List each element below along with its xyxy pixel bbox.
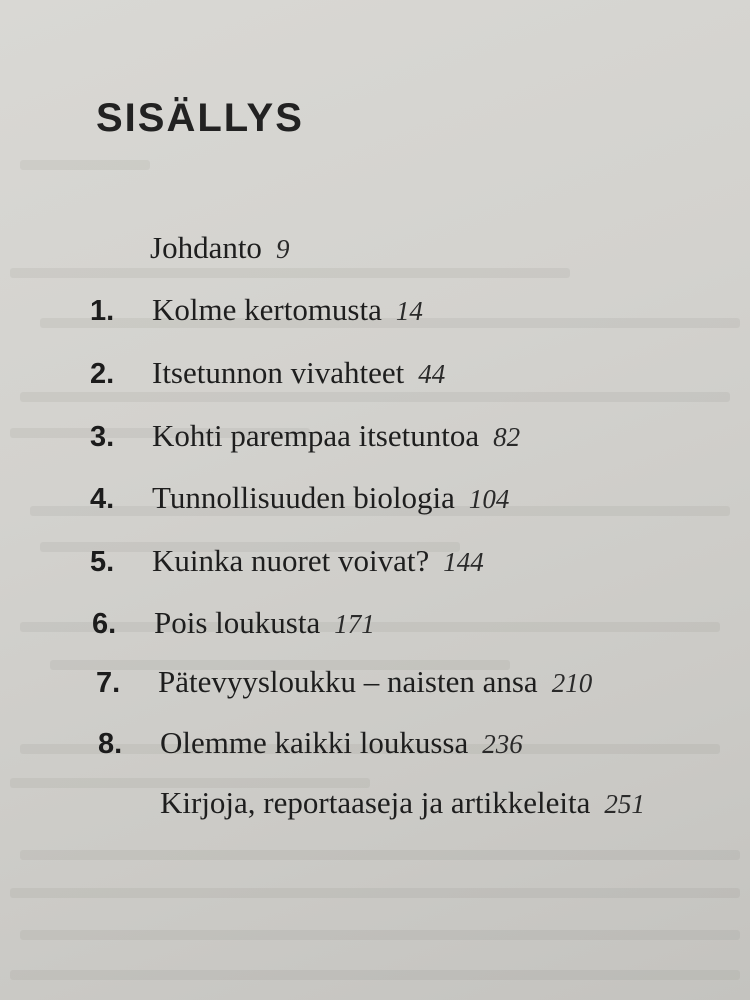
toc-entry-chapter-5 <box>90 543 484 587</box>
page-title: SISÄLLYS <box>96 96 304 140</box>
page-number: 171 <box>334 609 375 639</box>
page-number: 210 <box>551 668 593 698</box>
toc-entry-references <box>98 785 645 829</box>
chapter-title: Olemme kaikki loukussa <box>160 725 469 760</box>
page-number: 144 <box>443 547 484 577</box>
chapter-number: 2. <box>90 358 115 390</box>
chapter-title: Pois loukusta <box>154 605 321 640</box>
chapter-number: 6. <box>92 608 117 640</box>
toc-entry-introduction <box>88 230 289 274</box>
chapter-title: Kuinka nuoret voivat? <box>152 543 430 578</box>
chapter-number: 8. <box>98 728 123 760</box>
page-number: 14 <box>395 296 423 326</box>
toc-entry-chapter-3 <box>90 418 520 462</box>
chapter-title: Itsetunnon vivahteet <box>152 355 405 390</box>
toc-entry-chapter-1 <box>90 292 423 336</box>
toc-entry-chapter-2 <box>90 355 445 399</box>
page-number: 104 <box>468 484 510 514</box>
page-number: 82 <box>493 422 521 452</box>
chapter-title: Kirjoja, reportaaseja ja artikkeleita <box>160 785 591 820</box>
page-number: 236 <box>482 729 523 759</box>
chapter-title: Pätevyysloukku – naisten ansa <box>158 664 538 699</box>
chapter-number: 5. <box>90 546 115 578</box>
chapter-title: Tunnollisuuden biologia <box>152 480 455 515</box>
chapter-number: 3. <box>90 421 115 453</box>
chapter-title: Kohti parempaa itsetuntoa <box>152 418 480 453</box>
chapter-number: 1. <box>90 295 115 327</box>
chapter-number: 7. <box>96 667 121 699</box>
chapter-number: 4. <box>90 483 115 515</box>
chapter-title: Kolme kertomusta <box>152 292 382 327</box>
page-number: 44 <box>418 359 446 389</box>
page-number: 9 <box>275 234 290 264</box>
chapter-title: Johdanto <box>150 230 262 265</box>
toc-entry-chapter-7 <box>96 664 592 708</box>
toc-entry-chapter-8 <box>98 725 523 769</box>
page-number: 251 <box>604 789 645 819</box>
toc-entry-chapter-6 <box>92 605 375 649</box>
toc-entry-chapter-4 <box>90 480 509 524</box>
